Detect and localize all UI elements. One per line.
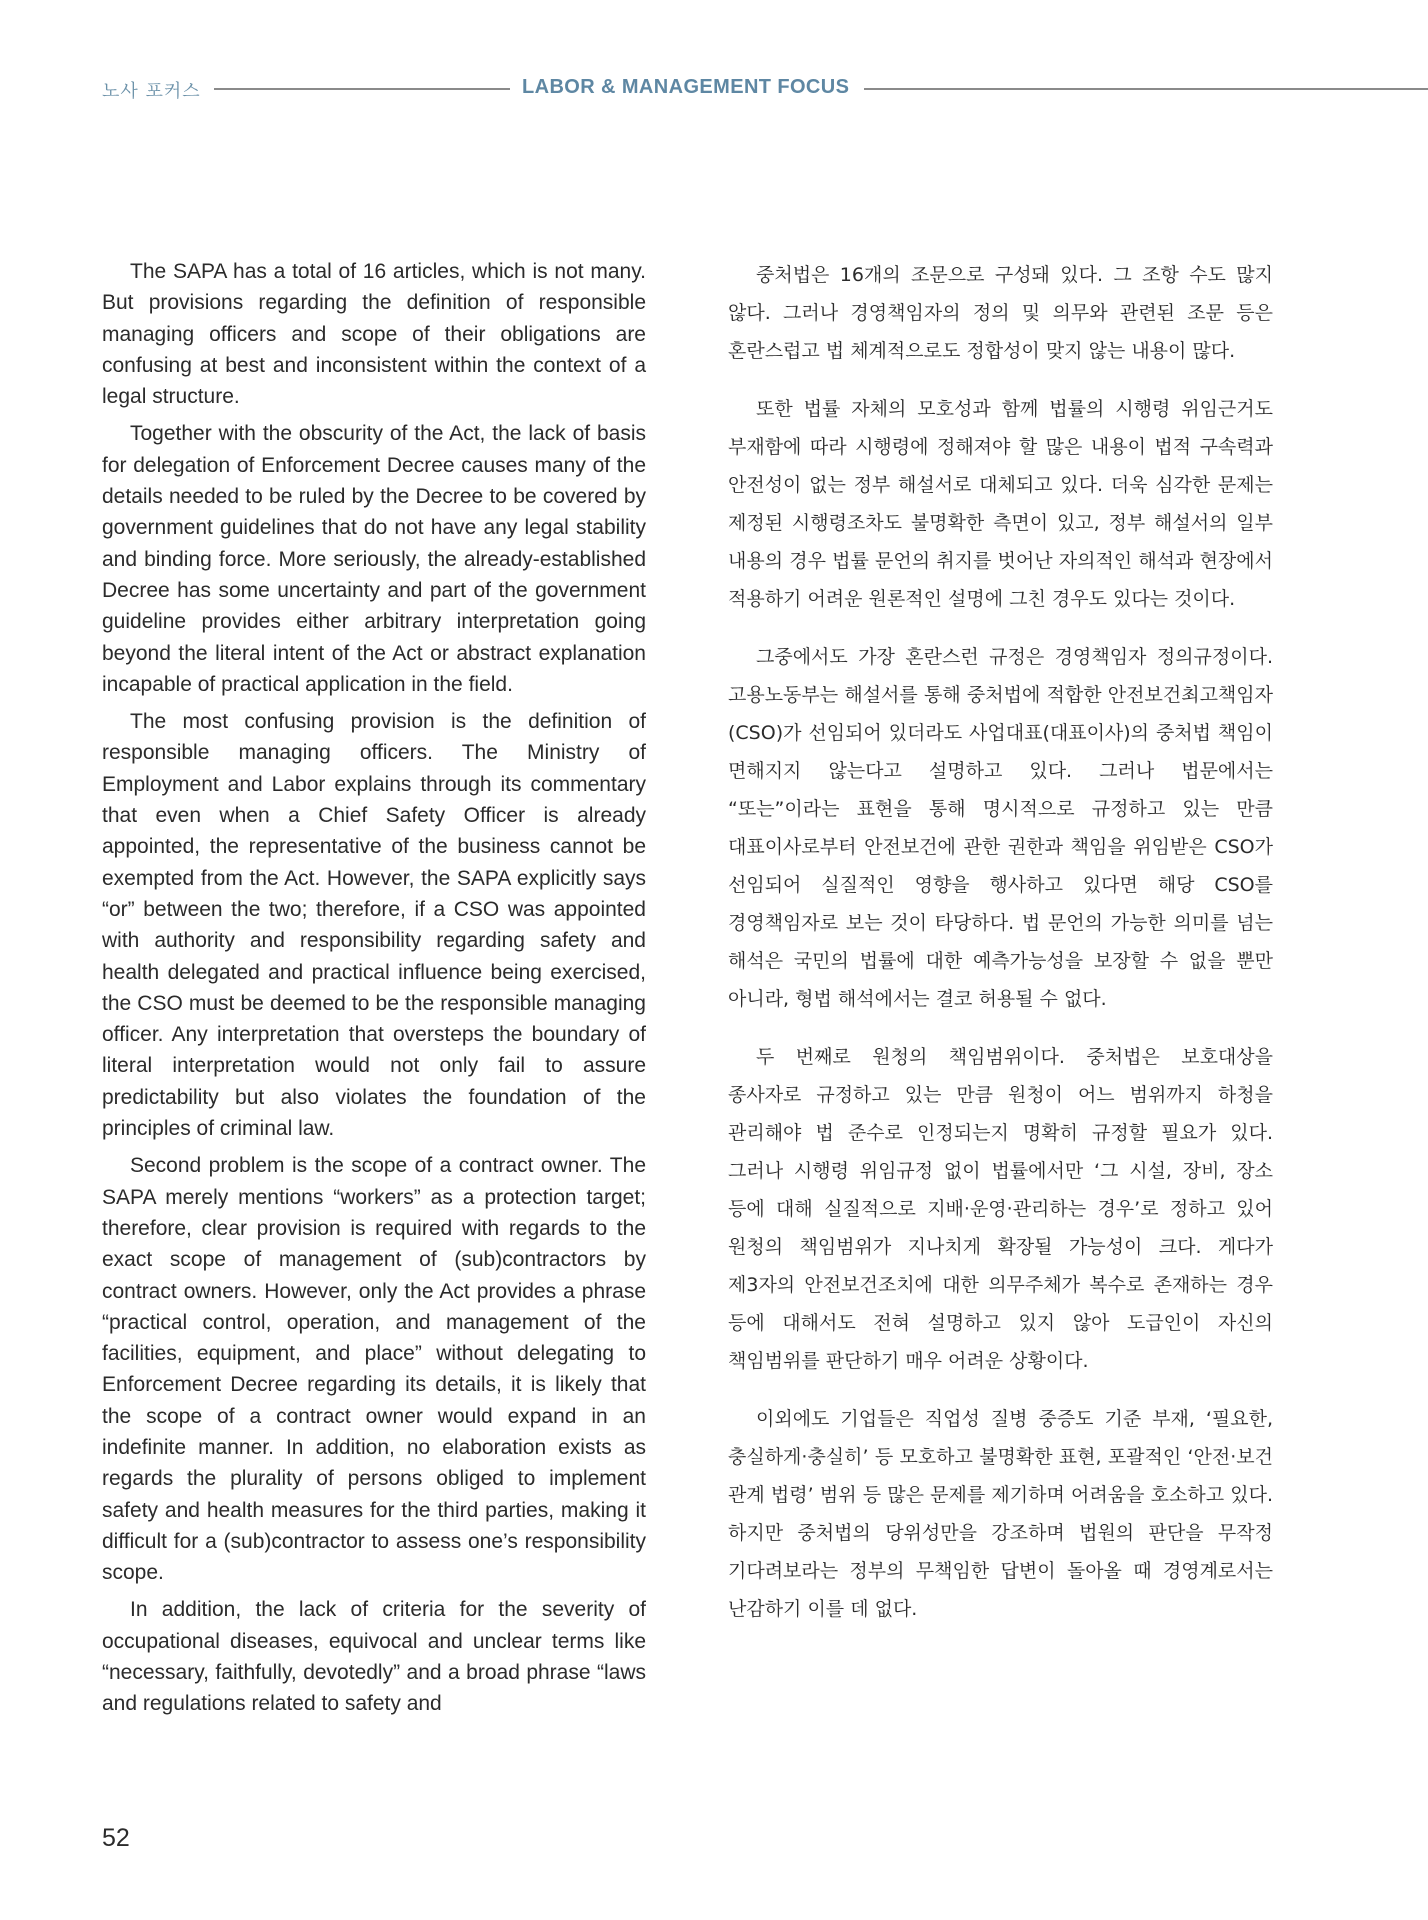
korean-paragraph-5: 이외에도 기업들은 직업성 질병 중증도 기준 부재, ‘필요한, 충실하게·충실히’ 등 모호하고 불명확한 표현, 포괄적인 ‘안전·보건 관계 법령’ 범위 등 많은 문제를 제기하며 어려움을 호소하고 있다. 하지만 중처법의 당위성만을 강조하며 법원의 판단을 무작정 기다려보라는 정부의 무책임한 답변이 돌아올 때 경영계로서는 난감하기 이를 데 없다. — [728, 1408, 1273, 1620]
korean-column — [728, 256, 1273, 1648]
page-number: 52 — [102, 1824, 130, 1852]
header-divider-left — [214, 88, 510, 90]
english-paragraph-2: Together with the obscurity of the Act, the lack of basis for delegation of Enforcement Decree causes many of the details needed to be ruled by the Decree to be covered by government guidelines that do not have any legal stability and binding force. More seriously, the already-established Decree has some uncertainty and part of the government guideline provides either arbitrary interpretation going beyond the literal intent of the Act or abstract explanation incapable of practical application in the field. — [102, 422, 646, 696]
running-header — [0, 74, 1428, 104]
english-paragraph-5: In addition, the lack of criteria for the severity of occupational diseases, equivocal and unclear terms like “necessary, faithfully, devotedly” and a broad phrase “laws and regulations related to safety and — [102, 1598, 646, 1716]
section-label-korean: 노사 포커스 — [102, 81, 201, 102]
header-divider-right — [864, 88, 1428, 90]
korean-paragraph-2: 또한 법률 자체의 모호성과 함께 법률의 시행령 위임근거도 부재함에 따라 시행령에 정해져야 할 많은 내용이 법적 구속력과 안전성이 없는 정부 해설서로 대체되고 있다. 더욱 심각한 문제는 제정된 시행령조차도 불명확한 측면이 있고, 정부 해설서의 일부 내용의 경우 법률 문언의 취지를 벗어난 자의적인 해석과 현장에서 적용하기 어려운 원론적인 설명에 그친 경우도 있다는 것이다. — [728, 398, 1273, 610]
english-paragraph-3: The most confusing provision is the definition of responsible managing officers. The Ministry of Employment and Labor explains through its commentary that even when a Chief Safety Officer is already appointed, the representative of the business cannot be exempted from the Act. However, the SAPA explicitly says “or” between the two; therefore, if a CSO was appointed with authority and responsibility regarding safety and health delegated and practical influence being exercised, the CSO must be deemed to be the responsible managing officer. Any interpretation that oversteps the boundary of literal interpretation would not only fail to assure predictability but also violates the foundation of the principles of criminal law. — [102, 710, 646, 1141]
english-paragraph-1: The SAPA has a total of 16 articles, which is not many. But provisions regarding the definition of responsible managing officers and scope of their obligations are confusing at best and inconsistent within the context of a legal structure. — [102, 260, 646, 409]
section-label-english: LABOR & MANAGEMENT FOCUS — [522, 76, 850, 98]
korean-paragraph-1: 중처법은 16개의 조문으로 구성돼 있다. 그 조항 수도 많지 않다. 그러나 경영책임자의 정의 및 의무와 관련된 조문 등은 혼란스럽고 법 체계적으로도 정합성이 맞지 않는 내용이 많다. — [728, 264, 1273, 362]
english-column — [102, 256, 646, 1726]
english-paragraph-4: Second problem is the scope of a contract owner. The SAPA merely mentions “workers” as a protection target; therefore, clear provision is required with regards to the exact scope of management of (sub)contractors by contract owners. However, only the Act provides a phrase “practical control, operation, and management of the facilities, equipment, and place” without delegating to Enforcement Decree regarding its details, it is likely that the scope of a contract owner would expand in an indefinite manner. In addition, no elaboration exists as regards the plurality of persons obliged to implement safety and health measures for the third parties, making it difficult for a (sub)contractor to assess one’s responsibility scope. — [102, 1154, 646, 1585]
korean-paragraph-3: 그중에서도 가장 혼란스런 규정은 경영책임자 정의규정이다. 고용노동부는 해설서를 통해 중처법에 적합한 안전보건최고책임자(CSO)가 선임되어 있더라도 사업대표(대표이사)의 중처법 책임이 면해지지 않는다고 설명하고 있다. 그러나 법문에서는 “또는”이라는 표현을 통해 명시적으로 규정하고 있는 만큼 대표이사로부터 안전보건에 관한 권한과 책임을 위임받은 CSO가 선임되어 실질적인 영향을 행사하고 있다면 해당 CSO를 경영책임자로 보는 것이 타당하다. 법 문언의 가능한 의미를 넘는 해석은 국민의 법률에 대한 예측가능성을 보장할 수 없을 뿐만 아니라, 형법 해석에서는 결코 허용될 수 없다. — [728, 646, 1273, 1010]
korean-paragraph-4: 두 번째로 원청의 책임범위이다. 중처법은 보호대상을 종사자로 규정하고 있는 만큼 원청이 어느 범위까지 하청을 관리해야 법 준수로 인정되는지 명확히 규정할 필요가 있다. 그러나 시행령 위임규정 없이 법률에서만 ‘그 시설, 장비, 장소 등에 대해 실질적으로 지배·운영·관리하는 경우’로 정하고 있어 원청의 책임범위가 지나치게 확장될 가능성이 크다. 게다가 제3자의 안전보건조치에 대한 의무주체가 복수로 존재하는 경우 등에 대해서도 전혀 설명하고 있지 않아 도급인이 자신의 책임범위를 판단하기 매우 어려운 상황이다. — [728, 1046, 1273, 1372]
